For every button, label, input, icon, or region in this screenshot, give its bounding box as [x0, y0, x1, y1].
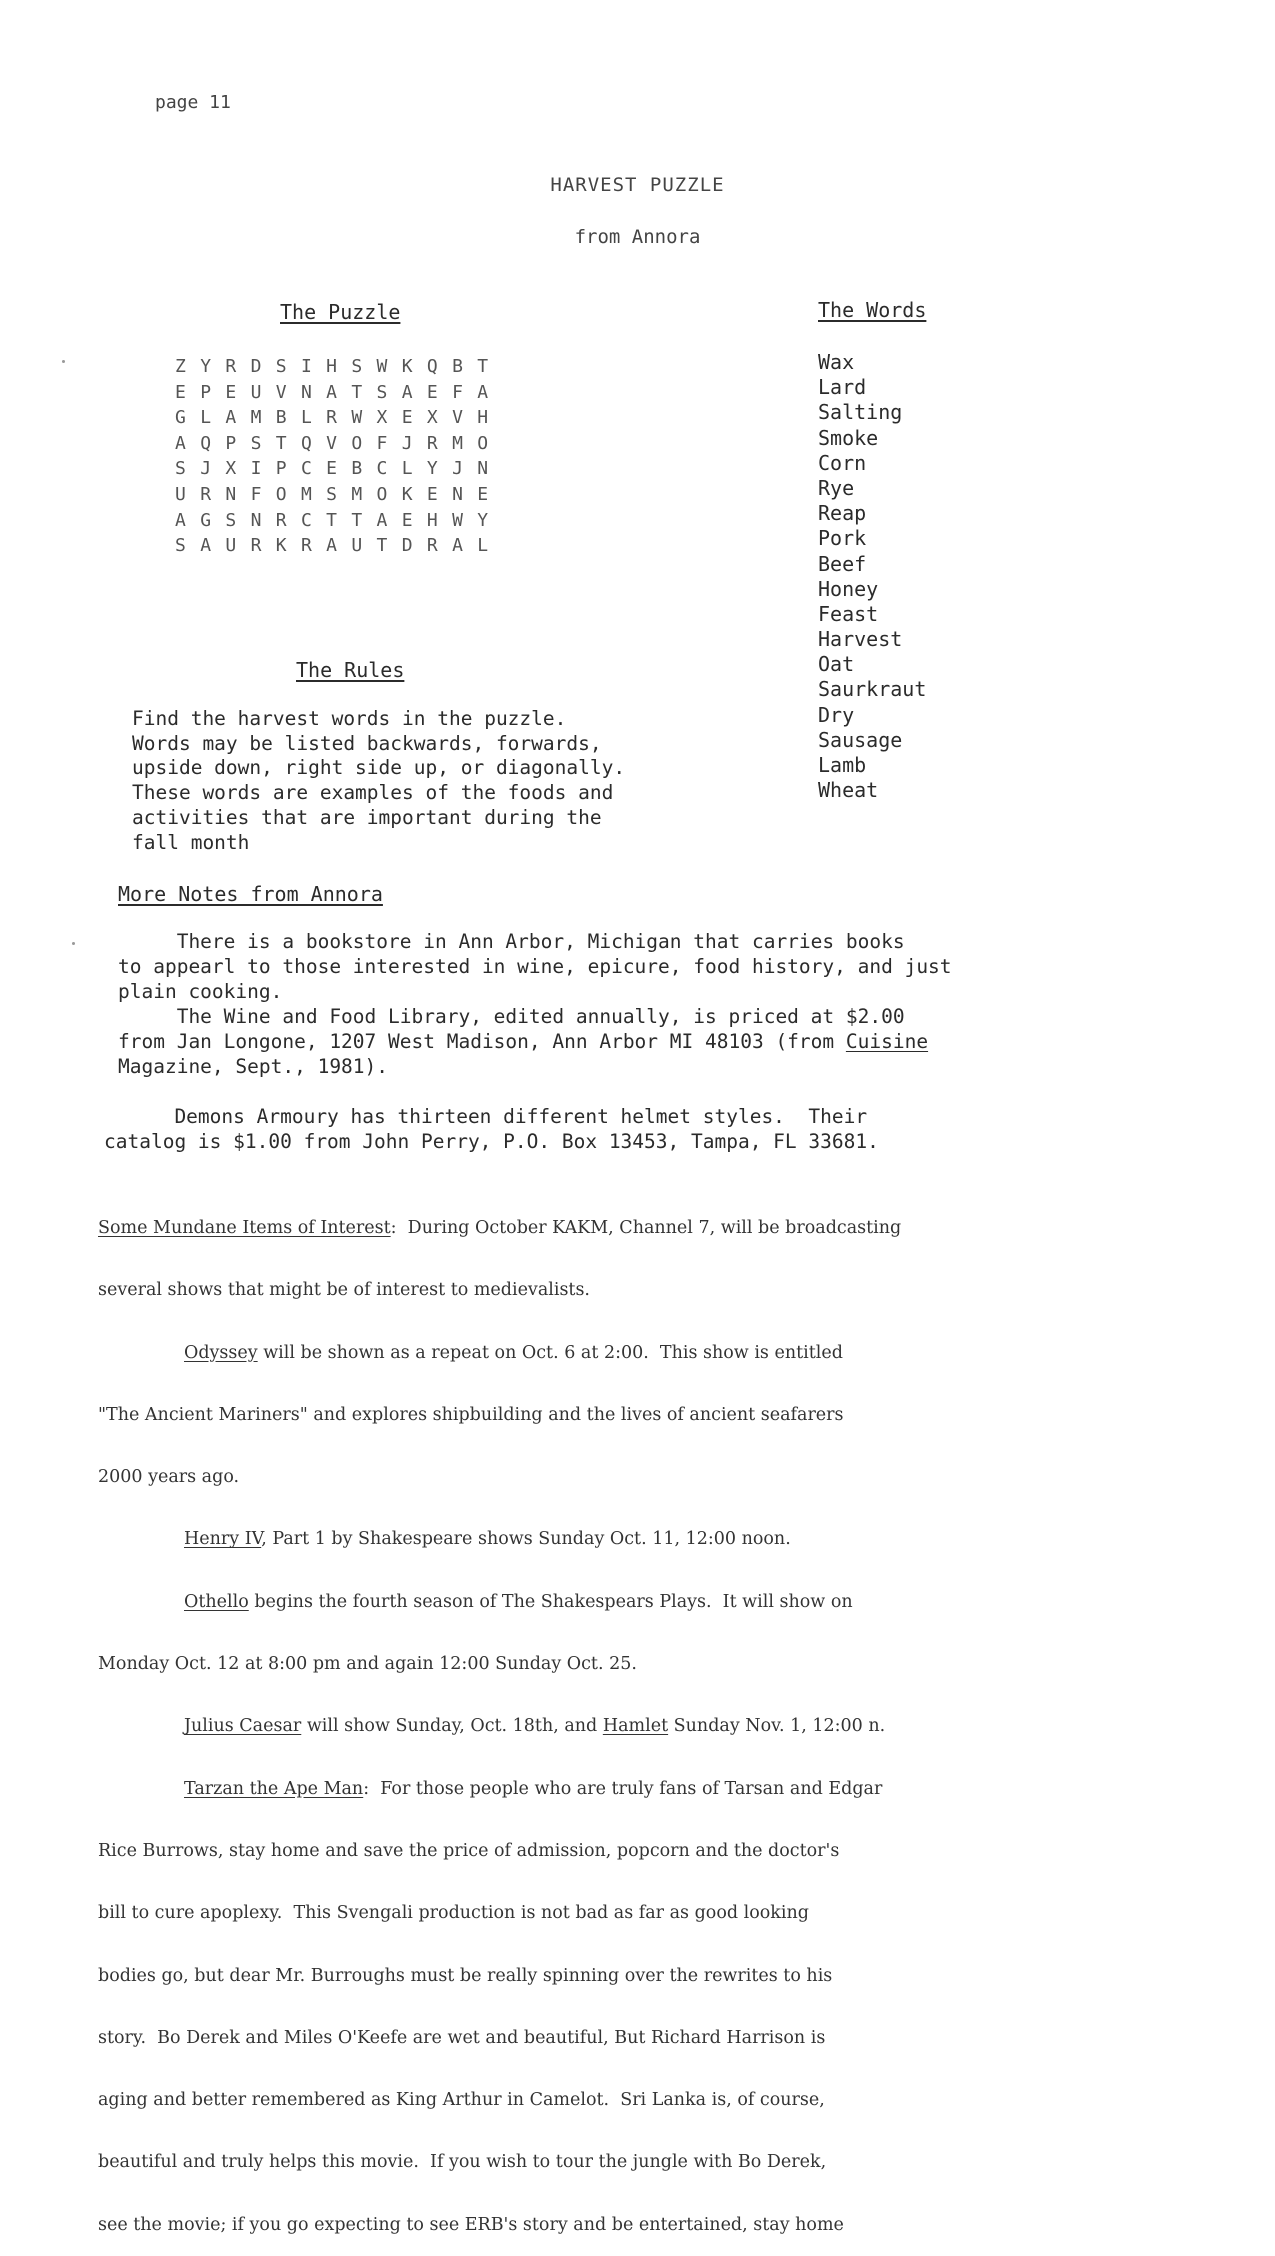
puzzle-row	[175, 405, 502, 431]
puzzle-letter: W	[376, 356, 388, 377]
puzzle-letter: A	[200, 535, 212, 557]
word-list-item: Rye	[818, 475, 855, 500]
puzzle-letter: U	[250, 381, 262, 403]
text-fragment: : For those people who are truly fans of Tarsan and Edgar	[363, 1778, 883, 1799]
puzzle-letter: V	[326, 432, 337, 454]
puzzle-letter: S	[376, 381, 388, 403]
word-list-item: Smoke	[818, 425, 879, 450]
text-fragment: will show Sunday, Oct. 18th, and	[301, 1716, 603, 1737]
puzzle-letter: A	[225, 407, 237, 429]
puzzle-letter: E	[426, 381, 438, 403]
puzzle-letter: R	[300, 535, 312, 557]
puzzle-letter: A	[326, 381, 337, 403]
puzzle-letter: H	[426, 509, 438, 531]
puzzle-letter: S	[175, 458, 186, 480]
puzzle-letter: L	[300, 407, 312, 429]
puzzle-letter: X	[426, 407, 438, 429]
word-list-item: Pork	[818, 526, 867, 551]
text-line: bill to cure apoplexy. This Svengali production is not bad as far as good looking	[98, 1903, 809, 1924]
text-line	[118, 1029, 1218, 1054]
puzzle-letter: P	[275, 458, 287, 480]
puzzle-letter: F	[452, 381, 463, 403]
text-line: Monday Oct. 12 at 8:00 pm and again 12:00 Sunday Oct. 25.	[98, 1654, 637, 1675]
puzzle-letter: T	[376, 535, 388, 557]
text-line: several shows that might be of interest to medievalists.	[98, 1280, 590, 1301]
puzzle-letter: T	[351, 509, 363, 531]
puzzle-letter: A	[175, 432, 186, 454]
text-line: Magazine, Sept., 1981).	[118, 1055, 389, 1078]
puzzle-letter: N	[225, 483, 237, 505]
puzzle-letter: Z	[175, 356, 186, 377]
text-line: catalog is $1.00 from John Perry, P.O. Box 13453, Tampa, FL 33681.	[104, 1130, 879, 1153]
puzzle-row	[175, 431, 502, 457]
puzzle-letter: X	[225, 458, 237, 480]
puzzle-letter: L	[401, 458, 413, 480]
puzzle-letter: V	[275, 381, 287, 403]
rule-line: Find the harvest words in the puzzle.	[132, 707, 567, 730]
puzzle-letter: P	[225, 432, 237, 454]
show-title-julius: Julius Caesar	[184, 1716, 302, 1737]
puzzle-letter: Q	[200, 432, 212, 454]
page-title: HARVEST PUZZLE	[550, 174, 725, 196]
puzzle-letter: A	[326, 535, 337, 557]
text-fragment: , Part 1 by Shakespeare shows Sunday Oct. 11, 12:00 noon.	[261, 1529, 791, 1550]
text-line: Rice Burrows, stay home and save the price of admission, popcorn and the doctor's	[98, 1840, 840, 1861]
text-line: 2000 years ago.	[98, 1467, 240, 1488]
puzzle-letter: S	[326, 483, 337, 505]
text-line: aging and better remembered as King Arthur in Camelot. Sri Lanka is, of course,	[98, 2090, 825, 2111]
mundane-heading: Some Mundane Items of Interest	[98, 1218, 391, 1238]
rule-line: fall month	[132, 830, 250, 854]
text-line	[98, 1777, 1178, 1801]
puzzle-letter: Q	[426, 356, 438, 377]
puzzle-letter: J	[200, 458, 212, 480]
puzzle-letter: M	[351, 483, 363, 505]
show-title-odyssey: Odyssey	[184, 1342, 258, 1363]
word-list-item: Reap	[818, 501, 867, 526]
text-line: "The Ancient Mariners" and explores shipbuilding and the lives of ancient seafarers	[98, 1404, 844, 1425]
text-line: plain cooking.	[118, 980, 283, 1003]
puzzle-letter: X	[376, 407, 388, 429]
word-list-item: Oat	[818, 652, 855, 677]
puzzle-letter: J	[452, 458, 463, 480]
text-line: beautiful and truly helps this movie. If you wish to tour the jungle with Bo Derek,	[98, 2152, 827, 2173]
puzzle-letter: U	[351, 535, 363, 557]
puzzle-letter: B	[275, 407, 287, 429]
puzzle-letter: O	[351, 432, 363, 454]
puzzle-letter: O	[477, 432, 489, 454]
puzzle-letter: C	[376, 458, 388, 480]
word-list-item: Wax	[818, 350, 855, 374]
word-list-item: Beef	[818, 551, 867, 576]
puzzle-letter: A	[477, 381, 489, 403]
text-line: to appearl to those interested in wine, epicure, food history, and just	[118, 955, 952, 978]
puzzle-letter: E	[401, 509, 413, 531]
puzzle-letter: Y	[426, 458, 438, 480]
puzzle-letter: N	[250, 509, 262, 531]
text-line	[98, 1341, 1178, 1365]
puzzle-letter: H	[477, 407, 489, 429]
text-line: bodies go, but dear Mr. Burroughs must be really spinning over the rewrites to his	[98, 1965, 833, 1986]
puzzle-letter: E	[477, 483, 489, 505]
page-number: page 11	[155, 92, 231, 113]
puzzle-letter: S	[250, 432, 262, 454]
puzzle-row	[175, 533, 502, 559]
show-title-othello: Othello	[184, 1591, 249, 1612]
puzzle-letter: E	[225, 381, 237, 403]
puzzle-letter: K	[401, 356, 413, 377]
rules-text	[132, 707, 772, 855]
text-line: see the movie; if you go expecting to see ERB's story and be entertained, stay home	[98, 2214, 844, 2235]
puzzle-letter: D	[401, 535, 413, 557]
mundane-items-section	[98, 1178, 1178, 2256]
puzzle-letter: R	[326, 407, 337, 429]
word-list-item: Harvest	[818, 627, 903, 652]
word-list	[818, 350, 926, 803]
text-line: story. Bo Derek and Miles O'Keefe are wet and beautiful, But Richard Harrison is	[98, 2027, 826, 2048]
puzzle-letter: R	[426, 432, 438, 454]
puzzle-letter: F	[250, 483, 262, 505]
puzzle-letter: S	[175, 535, 186, 557]
show-title-hamlet: Hamlet	[602, 1716, 669, 1737]
puzzle-letter: P	[200, 381, 212, 403]
word-list-item: Salting	[818, 400, 903, 425]
rule-line: Words may be listed backwards, forwards,	[132, 731, 602, 755]
puzzle-letter: G	[175, 407, 186, 429]
puzzle-letter: N	[300, 381, 312, 403]
puzzle-row	[175, 380, 502, 406]
puzzle-letter: Y	[200, 356, 212, 377]
puzzle-letter: B	[452, 356, 463, 377]
word-list-item: Saurkraut	[818, 677, 927, 702]
puzzle-letter: O	[376, 483, 388, 505]
puzzle-letter: E	[426, 483, 438, 505]
puzzle-row	[175, 456, 502, 482]
puzzle-letter: L	[200, 407, 212, 429]
puzzle-letter: D	[250, 356, 262, 377]
puzzle-row	[175, 508, 502, 534]
puzzle-letter: T	[275, 432, 287, 454]
notes-heading: More Notes from Annora	[118, 882, 383, 906]
puzzle-letter: S	[351, 356, 363, 377]
puzzle-letter: K	[275, 535, 287, 557]
puzzle-letter: G	[200, 509, 212, 531]
rule-line: activities that are important during the	[132, 805, 602, 829]
puzzle-letter: I	[250, 458, 262, 480]
puzzle-letter: A	[452, 535, 463, 557]
puzzle-letter: E	[401, 407, 413, 429]
text-line: There is a bookstore in Ann Arbor, Michigan that carries books	[118, 930, 905, 953]
puzzle-letter: M	[300, 483, 312, 505]
puzzle-letter: R	[250, 535, 262, 557]
puzzle-letter: N	[477, 458, 489, 480]
puzzle-letter: C	[300, 509, 312, 531]
puzzle-letter: J	[401, 432, 413, 454]
notes-paragraph-library	[118, 1004, 1218, 1079]
puzzle-letter: K	[401, 483, 413, 505]
puzzle-letter: U	[175, 483, 186, 505]
magazine-title: Cuisine	[845, 1030, 929, 1053]
text-fragment: Sunday Nov. 1, 12:00 n.	[668, 1716, 886, 1737]
text-fragment: : During October KAKM, Channel 7, will be broadcasting	[390, 1218, 902, 1238]
puzzle-row	[175, 482, 502, 508]
puzzle-letter: T	[326, 509, 337, 531]
puzzle-letter: A	[376, 509, 388, 531]
show-title-tarzan: Tarzan the Ape Man	[184, 1778, 364, 1799]
puzzle-letter: R	[426, 535, 438, 557]
notes-paragraph-bookstore	[118, 929, 1218, 1004]
word-list-item: Sausage	[818, 727, 903, 752]
puzzle-letter: U	[225, 535, 237, 557]
puzzle-letter: M	[452, 432, 463, 454]
word-list-item: Lamb	[818, 753, 867, 777]
puzzle-letter: I	[300, 356, 312, 377]
text-line	[98, 1714, 1178, 1738]
puzzle-letter: L	[477, 535, 489, 557]
puzzle-letter: R	[225, 356, 237, 377]
words-heading: The Words	[818, 298, 927, 322]
puzzle-letter: E	[326, 458, 337, 480]
byline: from Annora	[574, 226, 701, 248]
puzzle-letter: R	[200, 483, 212, 505]
rule-line: These words are examples of the foods and	[132, 781, 614, 805]
puzzle-letter: N	[452, 483, 463, 505]
puzzle-letter: Q	[300, 432, 312, 454]
show-title-henry: Henry IV	[184, 1529, 262, 1550]
puzzle-row	[175, 354, 502, 380]
puzzle-letter: O	[275, 483, 287, 505]
text-line	[98, 1216, 1178, 1240]
puzzle-letter: W	[452, 509, 463, 531]
puzzle-letter: Y	[477, 509, 489, 531]
puzzle-letter: S	[275, 356, 287, 377]
word-list-item: Dry	[818, 702, 855, 727]
scan-speck	[72, 942, 75, 945]
puzzle-letter: S	[225, 509, 237, 531]
text-fragment: begins the fourth season of The Shakespears Plays. It will show on	[248, 1591, 853, 1612]
word-list-item: Wheat	[818, 778, 879, 803]
puzzle-letter: E	[175, 381, 186, 403]
puzzle-letter: F	[376, 432, 388, 454]
text-fragment: from Jan Longone, 1207 West Madison, Ann Arbor MI 48103 (from	[118, 1030, 846, 1053]
word-list-item: Lard	[818, 375, 867, 400]
puzzle-letter: H	[326, 356, 337, 377]
puzzle-letter: V	[452, 407, 463, 429]
rules-heading: The Rules	[296, 658, 405, 682]
puzzle-letter: A	[175, 509, 186, 531]
word-list-item: Honey	[818, 576, 879, 601]
text-line: The Wine and Food Library, edited annually, is priced at $2.00	[118, 1005, 905, 1028]
text-line	[98, 1590, 1178, 1614]
scan-speck	[62, 360, 65, 363]
puzzle-letter: A	[401, 381, 413, 403]
puzzle-letter: C	[300, 458, 312, 480]
puzzle-letter: W	[351, 407, 363, 429]
text-fragment: will be shown as a repeat on Oct. 6 at 2:00. This show is entitled	[257, 1342, 843, 1363]
puzzle-heading: The Puzzle	[280, 300, 401, 324]
puzzle-letter: B	[351, 458, 363, 480]
puzzle-letter: T	[351, 381, 363, 403]
notes-paragraph-armoury	[104, 1104, 1204, 1154]
puzzle-letter: R	[275, 509, 287, 531]
word-list-item: Feast	[818, 601, 879, 626]
rule-line: upside down, right side up, or diagonally.	[132, 756, 626, 780]
puzzle-grid	[175, 354, 502, 559]
word-list-item: Corn	[818, 450, 867, 475]
text-line	[98, 1527, 1178, 1551]
puzzle-letter: T	[477, 356, 489, 377]
text-line: Demons Armoury has thirteen different helmet styles. Their	[104, 1105, 868, 1128]
puzzle-letter: M	[250, 407, 262, 429]
